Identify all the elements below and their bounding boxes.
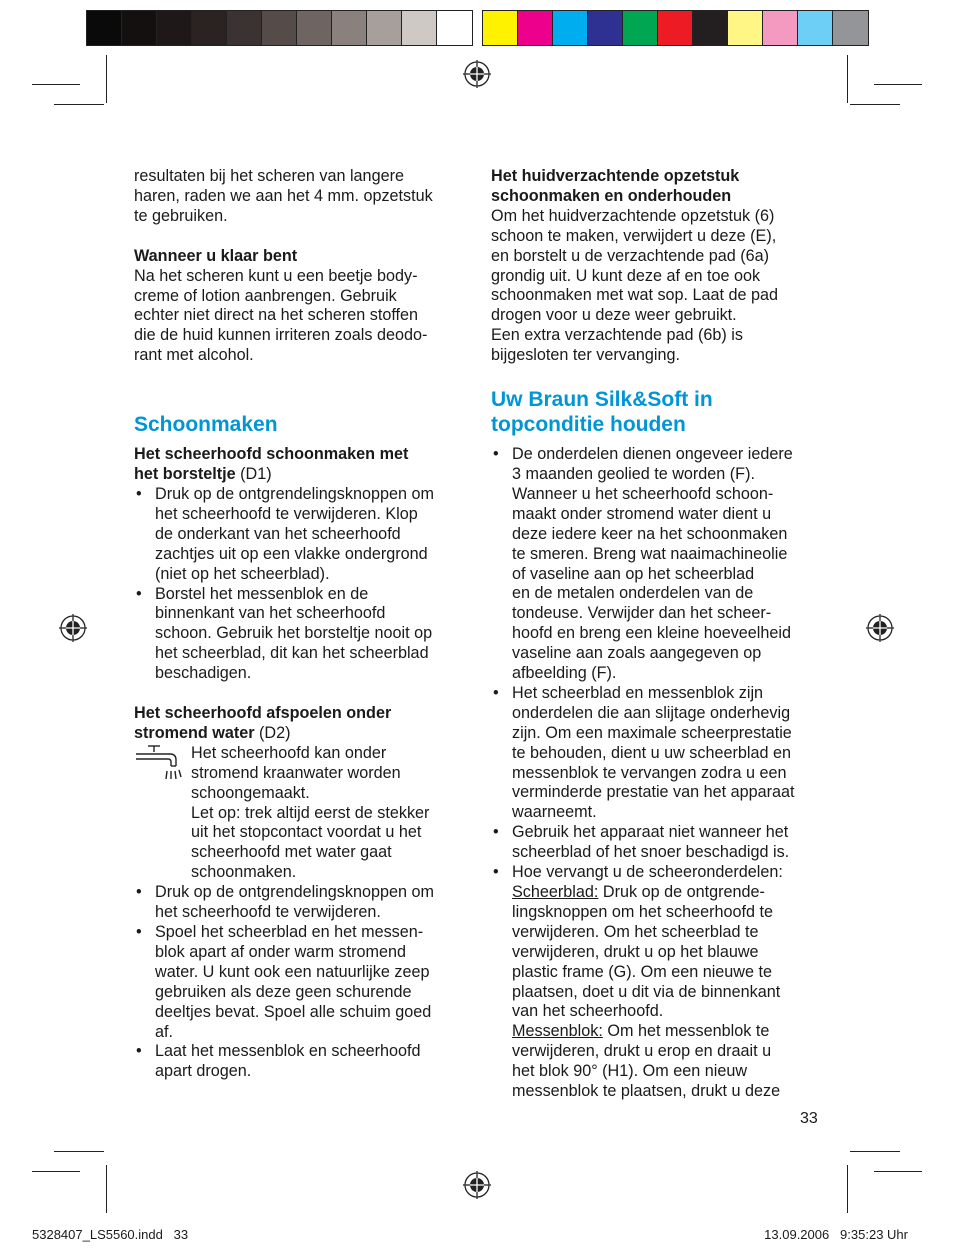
color-swatch xyxy=(122,11,157,45)
page-number: 33 xyxy=(800,1110,818,1127)
tap-water-note: Het scheerhoofd kan onder stromend kraanwater worden schoongemaakt. Let op: trek altijd eerst de stekker uit het stopcontact voordat u het scheerhoofd met water gaat schoonmaken. xyxy=(134,744,474,883)
crop-mark xyxy=(847,1165,848,1213)
crop-mark xyxy=(32,1171,80,1172)
crop-mark xyxy=(54,1151,104,1152)
foil-label: Scheerblad: xyxy=(512,883,599,901)
color-swatch xyxy=(833,11,868,45)
color-swatch xyxy=(763,11,798,45)
list-item: • Het scheerblad en messenblok zijn onderdelen die aan slijtage onderhevig zijn. Om een maximale scheerprestatie te behouden, dient u uw scheerblad en messenblok te vervangen zodra u een verminderde prestatie van het apparaat waarneemt. xyxy=(491,684,831,823)
color-swatch xyxy=(483,11,518,45)
list-item: • Gebruik het apparaat niet wanneer het scheerblad of het snoer beschadigd is. xyxy=(491,823,831,863)
crop-mark xyxy=(847,55,848,103)
color-swatch xyxy=(402,11,437,45)
crop-mark xyxy=(54,104,104,105)
crop-mark xyxy=(850,1151,900,1152)
process-color-bar xyxy=(482,10,869,46)
pad-cleaning-paragraph: Om het huidverzachtende opzetstuk (6) schoon te maken, verwijdert u deze (E), en borstelt u de verzachtende pad (6a) grondig uit. U kunt deze af en toe ook schoonmaken met wat sop. Laat de pad drogen voor u deze weer gebruikt. Een extra verzachtende pad (6b) is bijgesloten ter vervanging. xyxy=(491,206,779,365)
brush-cleaning-list xyxy=(134,485,474,684)
maintenance-list xyxy=(491,445,831,1102)
rinse-list xyxy=(134,883,474,1082)
footer-timestamp: 13.09.2006 9:35:23 Uhr xyxy=(764,1227,908,1242)
list-item: • De onderdelen dienen ongeveer iedere 3 maanden geolied te worden (F). Wanneer u het scheerhoofd schoon- maakt onder stromend water dient u deze iedere keer na het schoonmaken te smeren. Breng wat naaimachineolie of vaseline aan op het scheerblad en de metalen onderdelen van de tondeuse. Verwijder dan het scheer- hoofd en breng een kleine hoeveelheid vaseline aan zoals aangegeven op afbeelding (F). xyxy=(491,445,831,684)
grayscale-color-bar xyxy=(86,10,473,46)
color-swatch xyxy=(332,11,367,45)
color-swatch xyxy=(227,11,262,45)
color-swatch xyxy=(693,11,728,45)
color-swatch xyxy=(553,11,588,45)
subheading-brush-cleaning: Het scheerhoofd schoonmaken met xyxy=(134,445,409,464)
list-item: • Laat het messenblok en scheerhoofd apart drogen. xyxy=(134,1042,474,1082)
crop-mark xyxy=(32,84,80,85)
color-swatch xyxy=(728,11,763,45)
cutter-label: Messenblok: xyxy=(512,1022,603,1041)
registration-mark-icon xyxy=(59,614,87,642)
crop-mark xyxy=(106,55,107,103)
subheading-pad-cleaning-line2: schoonmaken en onderhouden xyxy=(491,186,732,205)
color-swatch xyxy=(297,11,332,45)
right-column xyxy=(491,167,831,1102)
list-item: • Druk op de ontgrendelingsknoppen om het scheerhoofd te verwijderen. xyxy=(134,883,474,923)
crop-mark xyxy=(850,104,900,105)
color-swatch xyxy=(518,11,553,45)
when-done-paragraph: Na het scheren kunt u een beetje body- creme of lotion aanbrengen. Gebruik echter niet direct na het scheren stoffen die de huid kunnen irriteren zoals deodo- rant met alcohol. xyxy=(134,266,428,365)
crop-mark xyxy=(874,84,922,85)
intro-paragraph: resultaten bij het scheren van langere haren, raden we aan het 4 mm. opzetstuk te gebruiken. xyxy=(134,167,433,225)
crop-mark xyxy=(106,1165,107,1213)
color-swatch xyxy=(262,11,297,45)
registration-mark-icon xyxy=(463,1171,491,1199)
left-column xyxy=(134,167,474,1082)
footer-filename: 5328407_LS5560.indd 33 xyxy=(32,1227,189,1242)
color-swatch xyxy=(798,11,833,45)
color-swatch xyxy=(367,11,402,45)
subheading-when-done: Wanneer u klaar bent xyxy=(134,246,298,265)
color-swatch xyxy=(658,11,693,45)
list-item: • Spoel het scheerblad en het messen- blok apart af onder warm stromend water. U kunt ook een natuurlijke zeep gebruiken als deze geen schurende deeltjes bevat. Spoel alle schuim goed af. xyxy=(134,923,474,1042)
list-item: • Hoe vervangt u de scheeronderdelen: Scheerblad: Druk op de ontgrende- lingsknoppen om het scheerhoofd te verwijderen. Om het scheerblad te verwijderen, drukt u op het blauwe plastic frame (G). Om een nieuwe te plaatsen, doet u dit via de binnenkant van het scheerhoofd. Messenblok: Om het messenblok te verwijderen, drukt u erop en draait u het blok 90° (H1). Om een nieuw messenblok te plaatsen, drukt u deze xyxy=(491,863,831,1102)
color-swatch xyxy=(623,11,658,45)
color-swatch xyxy=(588,11,623,45)
water-tap-icon xyxy=(134,744,182,784)
registration-mark-icon xyxy=(866,614,894,642)
section-heading-cleaning: Schoonmaken xyxy=(134,413,278,437)
subheading-pad-cleaning: Het huidverzachtende opzetstuk xyxy=(491,167,740,185)
crop-mark xyxy=(874,1171,922,1172)
color-swatch xyxy=(192,11,227,45)
section-heading-maintenance-line2: topconditie houden xyxy=(491,413,686,437)
color-swatch xyxy=(437,11,472,45)
subheading-rinse-line2: stromend water (D2) xyxy=(134,723,291,742)
list-item: • Druk op de ontgrendelingsknoppen om het scheerhoofd te verwijderen. Klop de onderkant van het scheerhoofd zachtjes uit op een vlakke ondergrond (niet op het scheerblad). xyxy=(134,485,474,585)
color-swatch xyxy=(87,11,122,45)
section-heading-maintenance: Uw Braun Silk&Soft in xyxy=(491,388,713,412)
subheading-brush-cleaning-line2: het borsteltje (D1) xyxy=(134,465,272,484)
list-item: • Borstel het messenblok en de binnenkant van het scheerhoofd schoon. Gebruik het borsteltje nooit op het scheerblad, dit kan het scheerblad beschadigen. xyxy=(134,585,474,685)
registration-mark-icon xyxy=(463,60,491,88)
color-swatch xyxy=(157,11,192,45)
subheading-rinse: Het scheerhoofd afspoelen onder xyxy=(134,704,392,723)
